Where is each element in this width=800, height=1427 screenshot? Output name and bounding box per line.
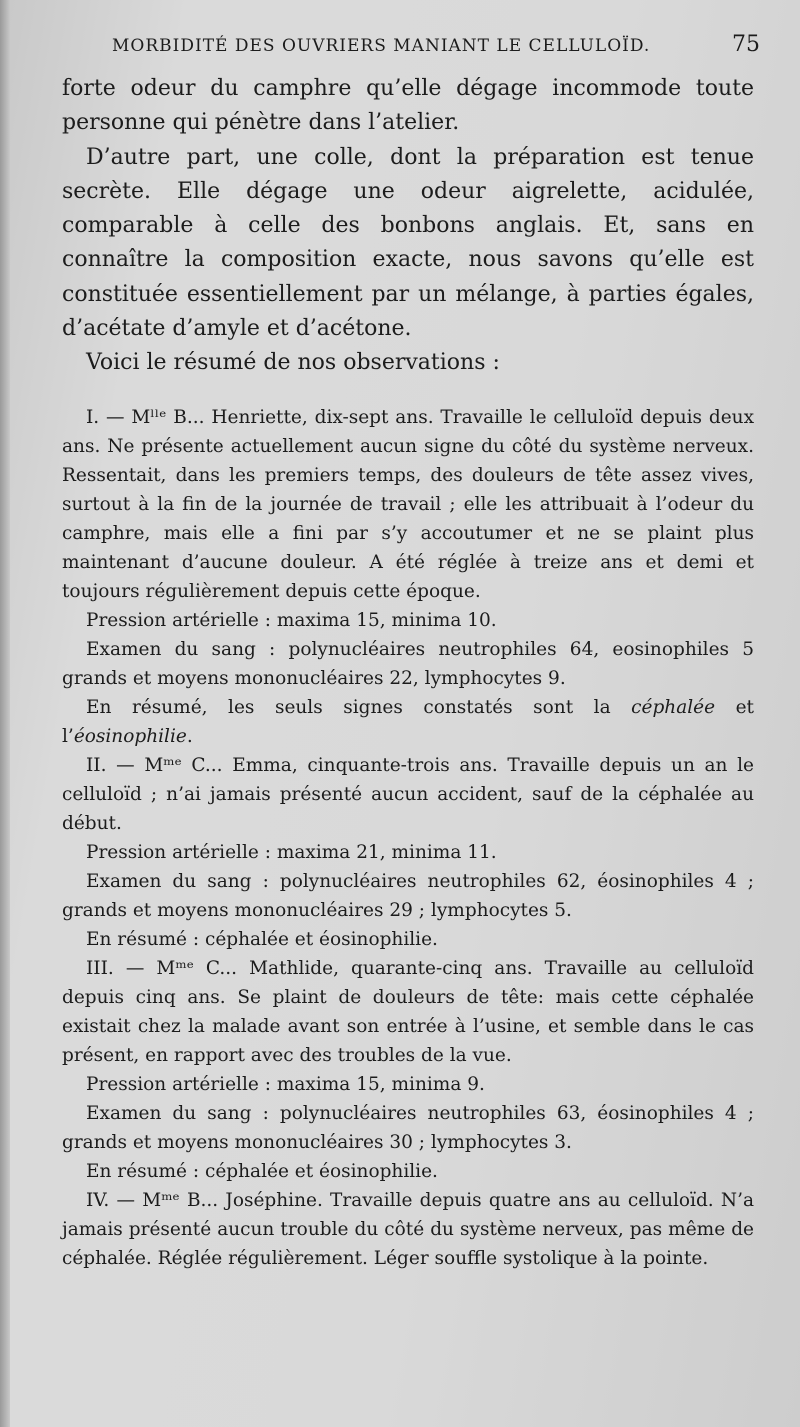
observation-1-intro: I. — Mˡˡᵉ B... Henriette, dix-sept ans. Travaille le celluloïd depuis deux ans. Ne présente actuellement aucun signe du côté du système nerveux. Ressentait, dans les premiers temps, des douleurs de tête assez vives, surtout à la fin de la journée de travail ; elle les attribuait à l’odeur du camphre, mais elle a fini par s’y accoutumer et ne se plaint plus maintenant d’aucune douleur. A été réglée à treize ans et demi et toujours régulièrement depuis cette époque. [62,406,754,602]
observation-3-intro: III. — Mᵐᵉ C... Mathlide, quarante-cinq ans. Travaille au celluloïd depuis cinq ans. Se plaint de douleurs de tête: mais cette céphalée existait chez la malade avant son entrée à l’usine, et semble dans le cas présent, en rapport avec des troubles de la vue. [62,957,754,1066]
observation-2-pressure: Pression artérielle : maxima 21, minima 11. [86,841,497,863]
summary-mid: et l’ [62,696,754,747]
page-spine-shadow [0,0,10,1427]
paragraph: forte odeur du camphre qu’elle dégage incommode toute personne qui pénètre dans l’atelier. [62,76,754,136]
paragraph: D’autre part, une colle, dont la préparation est tenue secrète. Elle dégage une odeur aigrelette, acidulée, comparable à celle des bonbons anglais. Et, sans en connaître la composition exacte, nous savons qu’elle est constituée essentiellement par un mélange, à parties égales, d’acétate d’amyle et d’acétone. [62,144,754,342]
observation-2-intro: II. — Mᵐᵉ C... Emma, cinquante-trois ans. Travaille depuis un an le celluloïd ; n’ai jamais présenté aucun accident, sauf de la céphalée au début. [62,754,754,834]
summary-prefix: En résumé, les seuls signes constatés sont la [86,696,632,718]
page-header [112,32,760,57]
observation-1-blood: Examen du sang : polynucléaires neutrophiles 64, eosinophiles 5 grands et moyens mononucléaires 22, lymphocytes 9. [62,638,754,689]
page-number: 75 [732,32,760,57]
section-gap [62,381,754,403]
running-title: MORBIDITÉ DES OUVRIERS MANIANT LE CELLULOÏD. [112,36,651,56]
observation-2-blood: Examen du sang : polynucléaires neutrophiles 62, éosinophiles 4 ; grands et moyens mononucléaires 29 ; lymphocytes 5. [62,870,754,921]
observation-2-summary: En résumé : céphalée et éosinophilie. [86,928,438,950]
page-body [62,72,754,1273]
observations-section [62,403,754,1273]
paragraph: Voici le résumé de nos observations : [86,350,500,376]
intro-section [62,72,754,381]
observation-3-summary: En résumé : céphalée et éosinophilie. [86,1160,438,1182]
summary-end: . [186,725,193,747]
observation-1-summary [62,693,754,751]
observation-1-pressure: Pression artérielle : maxima 15, minima 10. [86,609,497,631]
observation-3-blood: Examen du sang : polynucléaires neutrophiles 63, éosinophiles 4 ; grands et moyens mononucléaires 30 ; lymphocytes 3. [62,1102,754,1153]
observation-3-pressure: Pression artérielle : maxima 15, minima 9. [86,1073,485,1095]
observation-4-intro: IV. — Mᵐᵉ B... Joséphine. Travaille depuis quatre ans au celluloïd. N’a jamais présenté aucun trouble du côté du système nerveux, pas même de céphalée. Réglée régulièrement. Léger souffle systolique à la pointe. [62,1189,754,1269]
summary-term-cephalee: céphalée [631,696,716,718]
summary-term-eosinophilie: éosinophilie [73,725,187,747]
